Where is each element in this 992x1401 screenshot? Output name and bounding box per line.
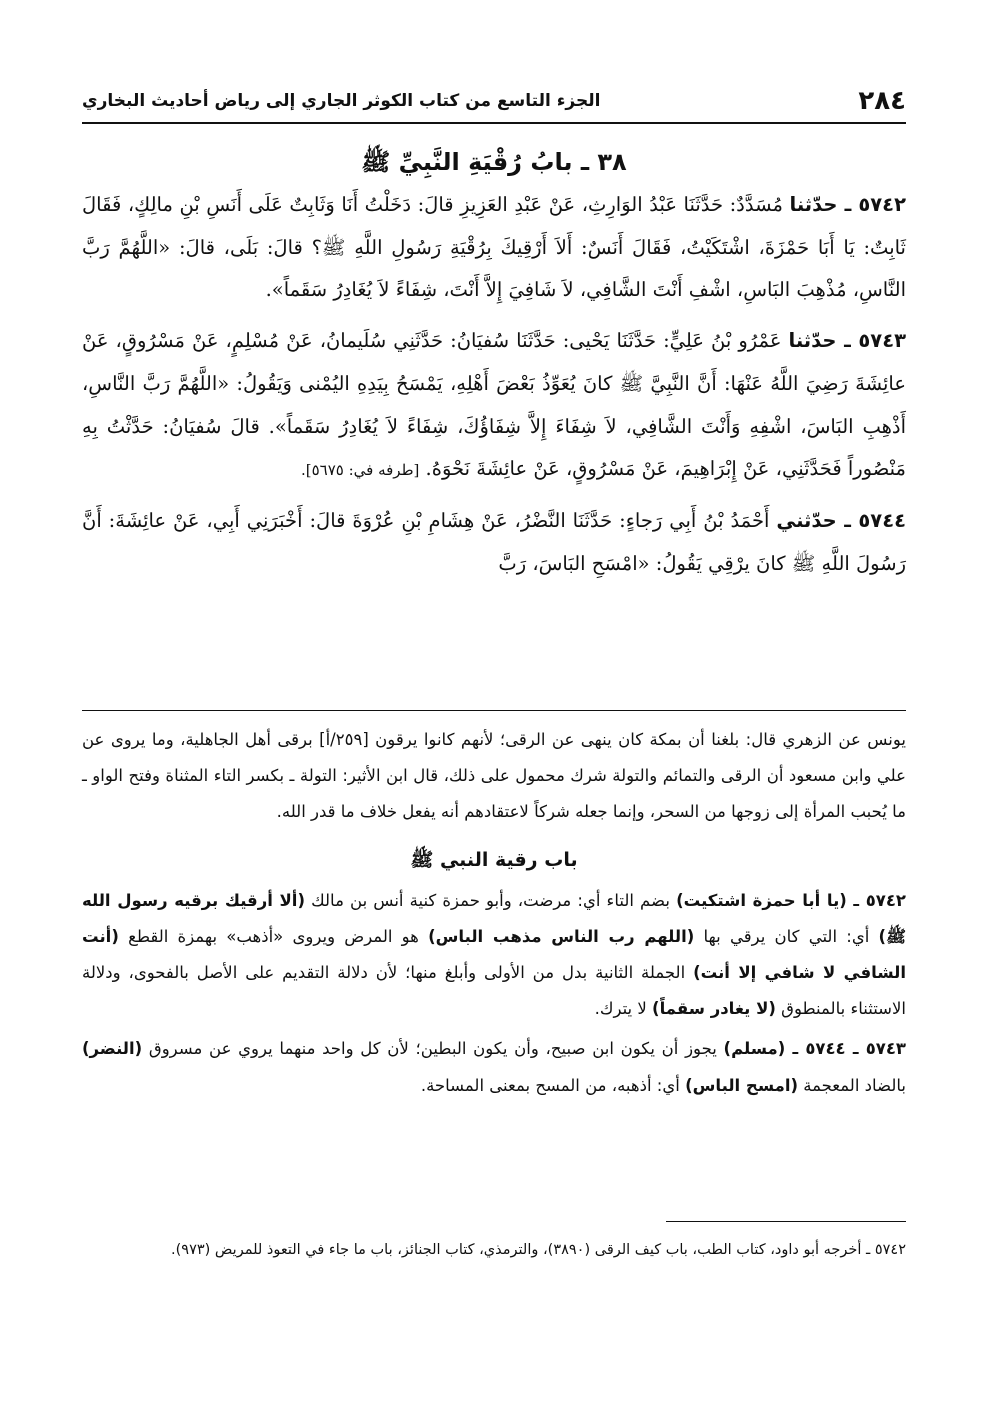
commentary: [82, 722, 906, 1104]
chapter-title: ٣٨ ـ بابُ رُقْيَةِ النَّبِيِّ ﷺ: [361, 148, 627, 176]
hadith-5743: [82, 320, 906, 492]
hadith-5742: [82, 184, 906, 312]
quoted-phrase: (النضر): [82, 1039, 143, 1059]
hadith-5744: [82, 500, 906, 585]
commentary-number: ٥٧٤٣ ـ ٥٧٤٤ ـ: [785, 1039, 906, 1059]
hadith-text: مُسَدَّدٌ: حَدَّثَنَا عَبْدُ الوَارِثِ، عَنْ عَبْدِ العَزِيزِ قالَ: دَخَلْتُ أَنَا وَثَابِتٌ عَلَى أَنَسِ بْنِ مالِكٍ، فَقَالَ ثَابِتٌ: يَا أَبَا حَمْزَةَ، اشْتَكَيْتُ، فَقَالَ أَنَسٌ: أَلاَ أَرْقِيكَ بِرُقْيَةِ رَسُولِ اللَّهِ ﷺ؟ قالَ: بَلَى، قالَ: «اللَّهُمَّ رَبَّ النَّاسِ، مُذْهِبَ البَاسِ، اشْفِ أَنْتَ الشَّافِي، لاَ شَافِيَ إِلاَّ أَنْتَ، شِفَاءً لاَ يُغَادِرُ سَقَماً».: [82, 193, 906, 302]
commentary-text: أي: التي كان يرقي بها: [694, 926, 879, 946]
quoted-phrase: (امسح الباس): [685, 1075, 799, 1095]
commentary-intro: يونس عن الزهري قال: بلغنا أن بمكة كان ينهى عن الرقى؛ لأنهم كانوا يرقون [٢٥٩/أ] برقى أهل الجاهلية، وما يروى عن علي وابن مسعود أن الرقى والتمائم والتولة شرك محمول على ذلك، قال ابن الأثير: التولة ـ بكسر التاء المثناة وفتح الواو ـ ما يُحبب المرأة إلى زوجها من السحر، وإنما جعله شركاً لاعتقادهم أنه يفعل خلاف ما قدر الله.: [82, 730, 906, 822]
hadith-text: أَحْمَدُ بْنُ أَبِي رَجاءٍ: حَدَّثَنَا النَّضْرُ، عَنْ هِشَامِ بْنِ عُرْوَةَ قالَ: أَخْبَرَنِي أَبِي، عَنْ عائِشَةَ: أَنَّ رَسُولَ اللَّهِ ﷺ كانَ يرْقِي يَقُولُ: «امْسَحِ البَاسَ، رَبَّ: [82, 508, 906, 575]
section-divider: [82, 710, 906, 711]
running-title: الجزء التاسع من كتاب الكوثر الجاري إلى رياض أحاديث البخاري: [82, 91, 601, 111]
hadith-section: [82, 140, 906, 585]
commentary-text: يجوز أن يكون ابن صبيح، وأن يكون البطين؛ لأن كل واحد منهما يروي عن مسروق: [142, 1039, 724, 1059]
footnote: ٥٧٤٢ ـ أخرجه أبو داود، كتاب الطب، باب كيف الرقى (٣٨٩٠)، والترمذي، كتاب الجنائز، باب ما جاء في التعوذ للمريض (٩٧٣).: [171, 1242, 906, 1258]
commentary-text: أي: أذهبه، من المسح بمعنى المساحة.: [420, 1075, 686, 1095]
hadith-text: عَمْرُو بْنُ عَلِيٍّ: حَدَّثَنَا يَحْيى: حَدَّثَنَا سُفيَانُ: حَدَّثَنِي سُلَيمانُ، عَنْ مُسْلِمٍ، عَنْ مَسْرُوقٍ، عَنْ عائِشَةَ رَضِيَ اللَّهُ عَنْهَا: أَنَّ النَّبِيَّ ﷺ كانَ يُعَوِّذُ بَعْضَ أَهْلِهِ، يَمْسَحُ بِيَدِهِ اليُمْنى وَيَقُولُ: «اللَّهُمَّ رَبَّ النَّاسِ، أَذْهِبِ البَاسَ، اشْفِهِ وَأَنْتَ الشَّافِي، لاَ شِفَاءَ إِلاَّ شِفَاؤُكَ، شِفَاءً لاَ يُغَادِرُ سَقَماً». قالَ سُفيَانُ: حَدَّثْتُ بِهِ مَنْصُوراً فَحَدَّثَنِي، عَنْ إِبْرَاهِيمَ، عَنْ مَسْرُوقٍ، عَنْ عائِشَةَ نَحْوَهُ.: [82, 329, 906, 481]
hadith-reference: [طرفه في: ٥٦٧٥].: [300, 461, 420, 480]
quoted-phrase: (يا أبا حمزة اشتكيت): [676, 890, 847, 910]
quoted-phrase: (أنت الشافي لا شافي إلا أنت): [82, 926, 906, 983]
hadith-lead: ٥٧٤٣ ـ حدّثنا: [788, 329, 906, 353]
book-page: [82, 0, 906, 1401]
hadith-lead: ٥٧٤٤ ـ حدّثني: [776, 508, 906, 532]
commentary-number: ٥٧٤٢ ـ: [846, 890, 906, 910]
commentary-text: بالضاد المعجمة: [798, 1075, 906, 1095]
commentary-text: هو المرض ويروى «أذهب» بهمزة القطع: [118, 926, 429, 946]
quoted-phrase: (اللهم رب الناس مذهب الباس): [428, 926, 695, 946]
commentary-paragraph: [82, 883, 906, 1028]
quoted-phrase: (مسلم): [723, 1039, 786, 1059]
quoted-phrase: (ألا أرقيك برقيه رسول الله ﷺ): [82, 890, 907, 946]
commentary-paragraph: [82, 1031, 906, 1103]
page-number: ٢٨٤: [858, 86, 906, 116]
footnote-divider: [666, 1221, 906, 1222]
commentary-section-title: باب رقية النبي ﷺ: [410, 848, 578, 871]
hadith-lead: ٥٧٤٢ ـ حدّثنا: [789, 193, 906, 216]
commentary-text: لا يترك.: [594, 999, 653, 1019]
commentary-text: الجملة الثانية بدل من الأولى وأبلغ منها؛ لأن دلالة التقديم على الأصل بالفحوى، ودلالة الاستثناء بالمنطوق: [82, 963, 906, 1019]
commentary-text: بضم التاء أي: مرضت، وأبو حمزة كنية أنس بن مالك: [305, 890, 677, 910]
quoted-phrase: (لا يغادر سقماً): [652, 999, 776, 1019]
page-header: [82, 80, 906, 124]
